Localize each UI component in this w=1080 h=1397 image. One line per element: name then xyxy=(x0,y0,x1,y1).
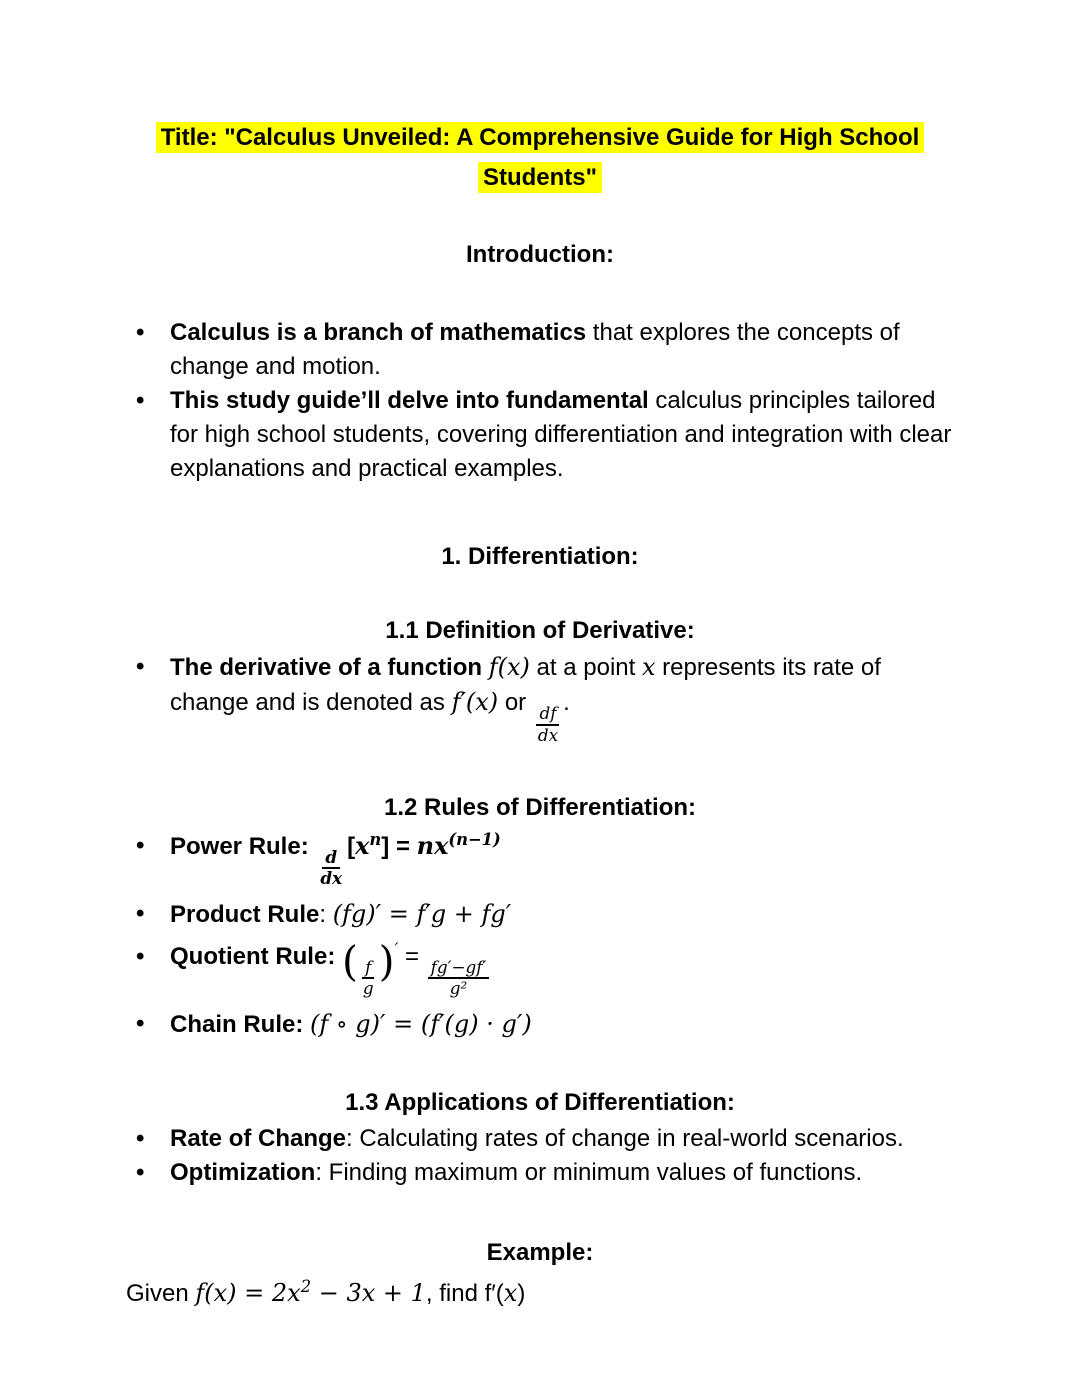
text-segment: ] = xyxy=(381,832,417,860)
text-segment: Optimization xyxy=(170,1158,316,1186)
bullet-list-item xyxy=(126,829,954,889)
math-text: x xyxy=(355,830,370,860)
text-segment: , find f′( xyxy=(425,1279,504,1307)
math-text: x xyxy=(641,653,656,681)
text-segment: that explores the concepts of change and motion. xyxy=(170,319,900,380)
math-fraction: $\frac{f}{g}$ xyxy=(362,956,374,999)
text-segment: Given xyxy=(126,1279,196,1307)
title-line-1 xyxy=(126,118,954,158)
heading-differentiation: 1. Differentiation: xyxy=(441,543,639,570)
bullet-list-item xyxy=(126,937,954,999)
document-title xyxy=(126,118,954,198)
math-fraction: $\frac{df}{dx}$ xyxy=(537,703,559,745)
example-problem xyxy=(126,1274,954,1313)
text-segment: Rate of Change xyxy=(170,1124,347,1152)
heading-applications-of-differentiation: 1.3 Applications of Differentiation: xyxy=(345,1088,735,1116)
math-text: f′(x) xyxy=(451,688,499,716)
text-segment: : Calculating rates of change in real-world scenarios. xyxy=(346,1124,904,1152)
definition-bullet-list xyxy=(126,650,954,745)
text-segment: Power Rule: xyxy=(170,832,316,860)
math-big-paren: ( xyxy=(341,937,358,986)
bullet-list-item xyxy=(126,897,954,932)
math-text: nx xyxy=(416,830,449,860)
bullet-list-item xyxy=(126,1156,954,1190)
heading-rules-of-differentiation: 1.2 Rules of Differentiation: xyxy=(383,793,697,821)
bullet-list-item xyxy=(126,384,954,486)
text-segment: represents its rate of change and is denoted as xyxy=(170,654,881,716)
math-text: ′ xyxy=(394,939,399,959)
text-segment: : Finding maximum or minimum values of functions. xyxy=(315,1158,863,1186)
heading-example: Example: xyxy=(486,1238,594,1266)
title-line-2 xyxy=(126,158,954,198)
text-segment: This study guide’ll delve into fundamental xyxy=(170,387,649,414)
text-segment: = xyxy=(398,942,426,970)
math-text: (f ∘ g)′ = (f′(g) · g′) xyxy=(310,1009,532,1038)
math-big-paren: ) xyxy=(378,937,395,986)
math-text: − 3x + 1 xyxy=(311,1278,426,1307)
math-fraction: $\frac{fg'-gf'}{\text{g²}}$ xyxy=(428,958,490,999)
text-segment: calculus principles tailored for high school students, covering differentiation and integration with clear explanations and practical examples. xyxy=(170,387,952,482)
math-text: f(x) xyxy=(488,653,530,681)
introduction-bullet-list xyxy=(126,316,954,486)
heading-introduction: Introduction: xyxy=(466,241,614,268)
text-segment: Calculus is a branch of mathematics xyxy=(170,319,587,346)
math-text: (fg)′ = f′g + fg′ xyxy=(332,899,512,928)
math-text: 2 xyxy=(300,1276,312,1296)
text-segment: . xyxy=(563,689,570,716)
text-segment: Chain Rule: xyxy=(170,1010,311,1038)
text-segment: Quotient Rule: xyxy=(170,942,342,970)
rules-bullet-list xyxy=(126,829,954,1042)
bullet-list-item xyxy=(126,1122,954,1156)
heading-definition-of-derivative: 1.1 Definition of Derivative: xyxy=(385,617,695,644)
bullet-list-item xyxy=(126,650,954,745)
text-segment: : xyxy=(319,900,333,928)
highlighted-title-text-2: Students" xyxy=(478,162,602,193)
text-segment: or xyxy=(498,689,533,716)
text-segment: Product Rule xyxy=(170,900,320,928)
applications-bullet-list xyxy=(126,1122,954,1190)
math-text: (n−1) xyxy=(448,829,501,849)
text-segment: [ xyxy=(347,832,356,860)
bullet-list-item xyxy=(126,1007,954,1042)
math-fraction: $\frac{d}{dx}$ xyxy=(320,847,343,889)
text-segment: ) xyxy=(517,1279,526,1307)
highlighted-title-text-1: Title: "Calculus Unveiled: A Comprehensive Guide for High School xyxy=(156,122,925,153)
math-text: n xyxy=(369,829,382,849)
text-segment: The derivative of a function xyxy=(170,654,489,681)
text-segment: at a point xyxy=(529,654,642,681)
math-text: f(x) = 2x xyxy=(195,1278,301,1307)
math-text: x xyxy=(503,1278,518,1307)
bullet-list-item xyxy=(126,316,954,384)
